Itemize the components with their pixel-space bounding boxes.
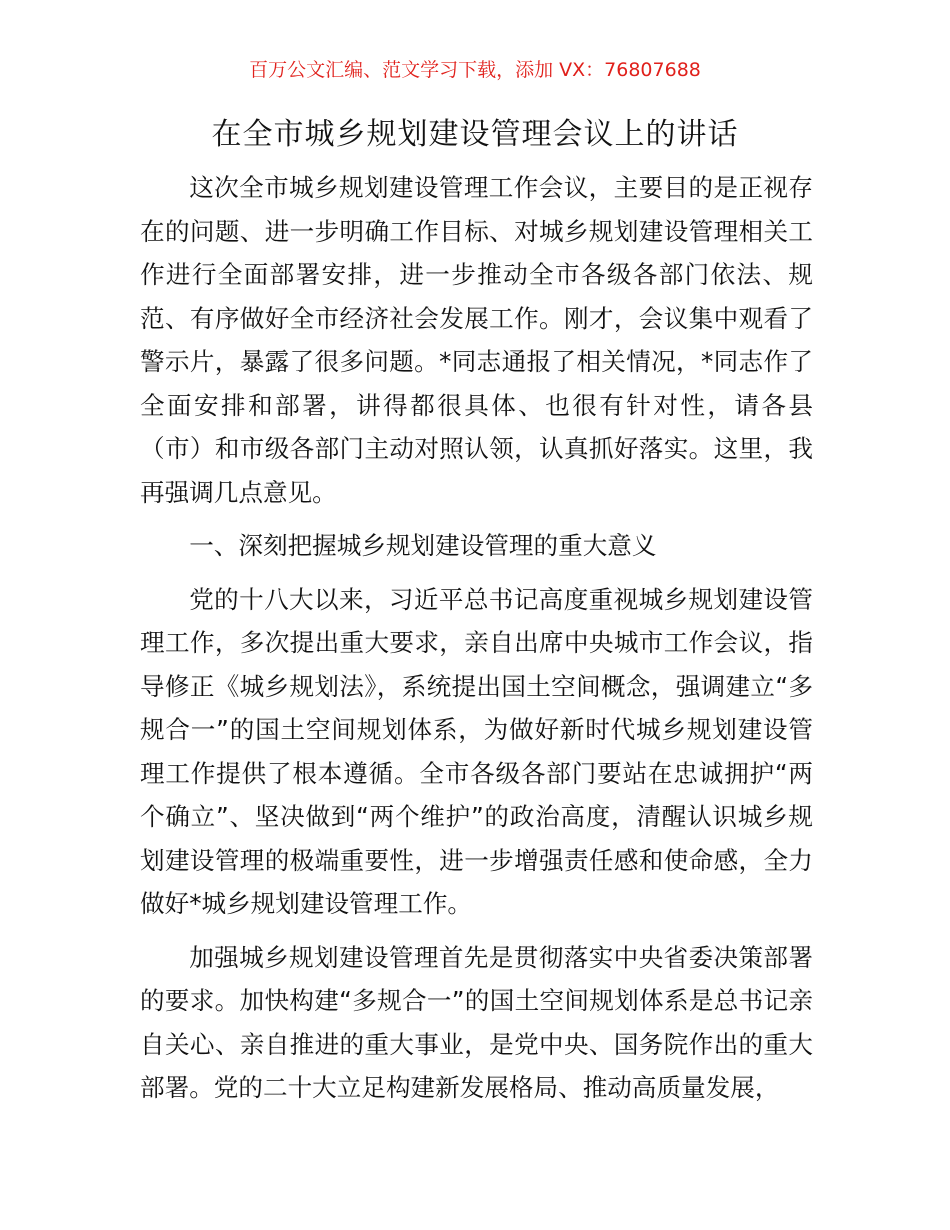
paragraph-significance: 党的十八大以来，习近平总书记高度重视城乡规划建设管理工作，多次提出重大要求，亲自出席中央城市工作会议，指导修正《城乡规划法》，系统提出国土空间概念，强调建立“多规合一”的国土空间规划体系，为做好新时代城乡规划建设管理工作提供了根本遵循。全市各级各部门要站在忠诚拥护“两个确立”、坚决做到“两个维护”的政治高度，清醒认识城乡规划建设管理的极端重要性，进一步增强责任感和使命感，全力做好*城乡规划建设管理工作。 [140, 584, 813, 918]
document-title: 在全市城乡规划建设管理会议上的讲话 [211, 117, 739, 152]
paragraph-intro: 这次全市城乡规划建设管理工作会议，主要目的是正视存在的问题、进一步明确工作目标、对城乡规划建设管理相关工作进行全面部署安排，进一步推动全市各级各部门依法、规范、有序做好全市经济社会发展工作。刚才，会议集中观看了警示片，暴露了很多问题。*同志通报了相关情况，*同志作了全面安排和部署，讲得都很具体、也很有针对性，请各县（市）和市级各部门主动对照认领，认真抓好落实。这里，我再强调几点意见。 [140, 173, 813, 507]
paragraph-central-requirements: 加强城乡规划建设管理首先是贯彻落实中央省委决策部署的要求。加快构建“多规合一”的国土空间规划体系是总书记亲自关心、亲自推进的重大事业，是党中央、国务院作出的重大部署。党的二十大立足构建新发展格局、推动高质量发展， [140, 942, 813, 1102]
header-watermark: 百万公文汇编、范文学习下载，添加 VX：76807688 [249, 59, 701, 81]
section-heading-1: 一、深刻把握城乡规划建设管理的重大意义 [189, 531, 657, 560]
document-body [140, 166, 813, 1110]
